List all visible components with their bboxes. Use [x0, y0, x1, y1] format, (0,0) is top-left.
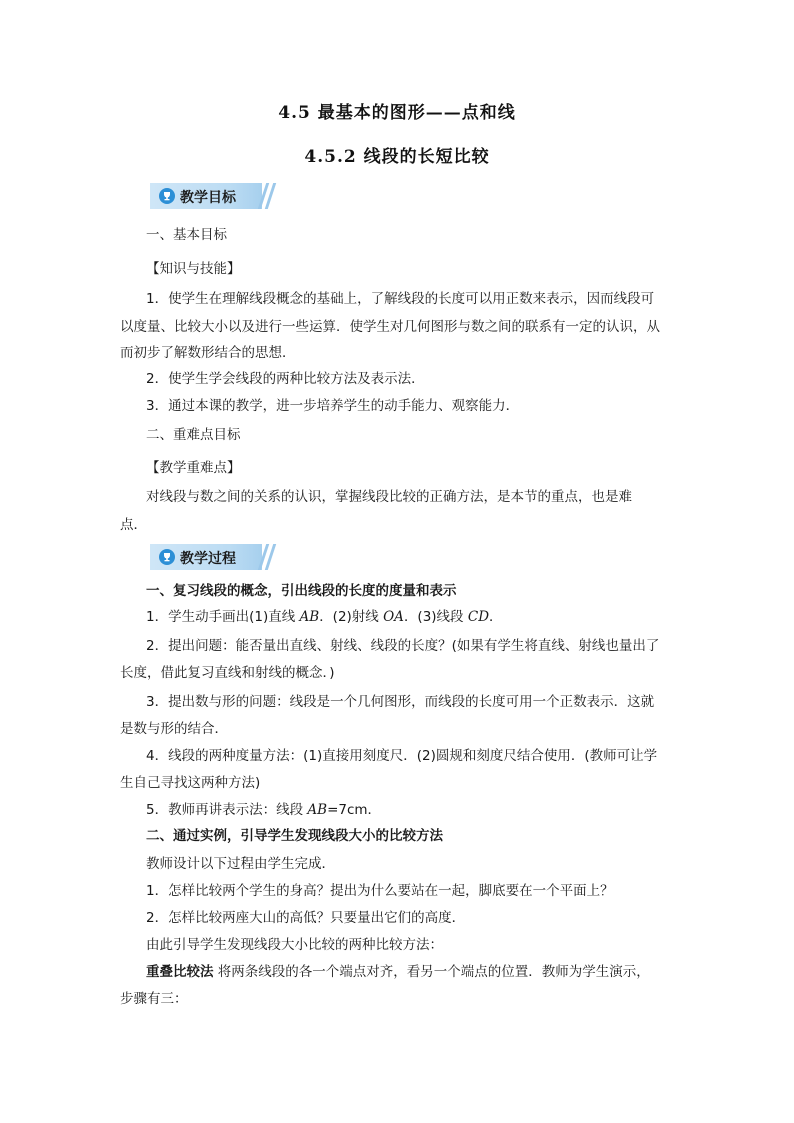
heading-basic-goals: 一、基本目标: [146, 227, 227, 243]
paragraph-line: 是数与形的结合．: [120, 721, 228, 737]
banner-teaching-process: [150, 544, 274, 570]
paragraph-line: 长度，借此复习直线和射线的概念．): [120, 665, 335, 681]
heading-key-goals: 二、重难点目标: [146, 427, 241, 443]
lesson-title: 4.5 最基本的图形——点和线: [278, 103, 516, 123]
paragraph-line: 以度量、比较大小以及进行一些运算．使学生对几何图形与数之间的联系有一定的认识，从: [120, 319, 660, 335]
paragraph-line: 2．怎样比较两座大山的高低？只要量出它们的高度．: [146, 910, 466, 926]
paragraph-line: 1．使学生在理解线段概念的基础上，了解线段的长度可以用正数来表示，因而线段可: [146, 291, 655, 307]
heading-key-points: 【教学重难点】: [146, 460, 241, 476]
paragraph-line: 5．教师再讲表示法：线段 AB=7cm．: [146, 802, 382, 818]
heading-knowledge-skills: 【知识与技能】: [146, 261, 241, 277]
heading-review: 一、复习线段的概念，引出线段的长度的度量和表示: [146, 583, 457, 599]
banner-label: 教学目标: [180, 190, 236, 206]
paragraph-line: 教师设计以下过程由学生完成．: [146, 856, 335, 872]
paragraph-line: 对线段与数之间的关系的认识，掌握线段比较的正确方法，是本节的重点，也是难: [146, 489, 632, 505]
trophy-icon: [159, 188, 175, 204]
paragraph-line: 3．通过本课的教学，进一步培养学生的动手能力、观察能力．: [146, 398, 520, 414]
heading-compare: 二、通过实例，引导学生发现线段大小的比较方法: [146, 828, 443, 844]
paragraph-line: 4．线段的两种度量方法：(1)直接用刻度尺．(2)圆规和刻度尺结合使用．(教师可让学: [146, 748, 658, 764]
paragraph-line: 而初步了解数形结合的思想．: [120, 345, 296, 361]
trophy-icon: [159, 549, 175, 565]
paragraph-line: 2．提出问题：能否量出直线、射线、线段的长度？(如果有学生将直线、射线也量出了: [146, 638, 660, 654]
lesson-subtitle: 4.5.2 线段的长短比较: [304, 147, 490, 167]
paragraph-line: 2．使学生学会线段的两种比较方法及表示法．: [146, 371, 425, 387]
paragraph-line: 生自己寻找这两种方法): [120, 775, 261, 791]
paragraph-line: 步骤有三：: [120, 991, 188, 1007]
paragraph-line: 由此引导学生发现线段大小比较的两种比较方法：: [146, 937, 443, 953]
banner-label: 教学过程: [180, 551, 236, 567]
paragraph-line: 1．怎样比较两个学生的身高？提出为什么要站在一起，脚底要在一个平面上？: [146, 883, 614, 899]
paragraph-line: 1．学生动手画出(1)直线 AB．(2)射线 OA．(3)线段 CD．: [146, 609, 503, 625]
paragraph-line: 点．: [120, 517, 147, 533]
paragraph-line: 重叠比较法 将两条线段的各一个端点对齐，看另一个端点的位置．教师为学生演示，: [146, 964, 650, 980]
paragraph-line: 3．提出数与形的问题：线段是一个几何图形，而线段的长度可用一个正数表示．这就: [146, 694, 655, 710]
banner-teaching-goals: [150, 183, 274, 209]
